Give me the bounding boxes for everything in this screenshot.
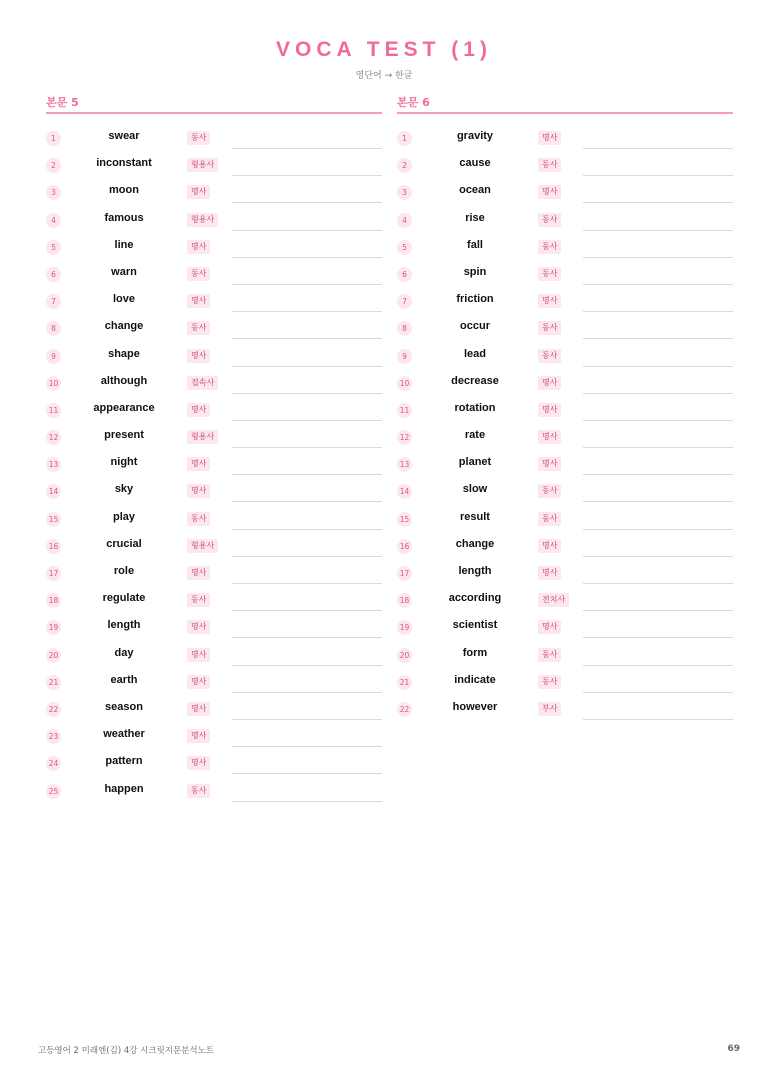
answer-line[interactable] bbox=[232, 366, 382, 367]
vocab-word: happen bbox=[104, 782, 144, 795]
answer-line[interactable] bbox=[232, 447, 382, 448]
section-header: 본문 5 bbox=[46, 94, 382, 114]
vocab-word: cause bbox=[459, 157, 491, 170]
item-number: 19 bbox=[397, 620, 412, 635]
vocab-row bbox=[46, 398, 382, 425]
vocab-word: rotation bbox=[454, 401, 496, 414]
vocab-word: night bbox=[110, 456, 138, 469]
answer-line[interactable] bbox=[583, 529, 733, 530]
vocab-row bbox=[397, 615, 733, 642]
vocab-word: warn bbox=[111, 265, 137, 278]
part-of-speech-badge: 명사 bbox=[187, 484, 210, 498]
item-number: 22 bbox=[46, 702, 61, 717]
answer-line[interactable] bbox=[583, 665, 733, 666]
section-right bbox=[397, 94, 733, 724]
answer-line[interactable] bbox=[232, 175, 382, 176]
part-of-speech-badge: 형용사 bbox=[187, 539, 218, 553]
item-number: 24 bbox=[46, 756, 61, 771]
vocab-row bbox=[46, 507, 382, 534]
item-number: 9 bbox=[397, 349, 412, 364]
vocab-list bbox=[397, 126, 733, 724]
vocab-word: love bbox=[112, 293, 135, 306]
answer-line[interactable] bbox=[583, 257, 733, 258]
item-number: 2 bbox=[397, 158, 412, 173]
answer-line[interactable] bbox=[232, 637, 382, 638]
vocab-row bbox=[46, 724, 382, 751]
part-of-speech-badge: 명사 bbox=[187, 566, 210, 580]
vocab-row bbox=[397, 289, 733, 316]
part-of-speech-badge: 동사 bbox=[187, 593, 210, 607]
vocab-word: inconstant bbox=[96, 157, 152, 170]
vocab-row bbox=[46, 534, 382, 561]
item-number: 9 bbox=[46, 349, 61, 364]
part-of-speech-badge: 명사 bbox=[187, 648, 210, 662]
item-number: 4 bbox=[46, 213, 61, 228]
part-of-speech-badge: 명사 bbox=[187, 620, 210, 634]
vocab-row bbox=[397, 561, 733, 588]
vocab-row bbox=[46, 126, 382, 153]
answer-line[interactable] bbox=[583, 311, 733, 312]
vocab-row bbox=[46, 153, 382, 180]
answer-line[interactable] bbox=[232, 583, 382, 584]
item-number: 17 bbox=[397, 566, 412, 581]
answer-line[interactable] bbox=[232, 420, 382, 421]
vocab-row bbox=[46, 561, 382, 588]
vocab-word: pattern bbox=[105, 755, 143, 768]
item-number: 13 bbox=[46, 457, 61, 472]
answer-line[interactable] bbox=[232, 692, 382, 693]
answer-line[interactable] bbox=[583, 175, 733, 176]
vocab-row bbox=[46, 615, 382, 642]
answer-line[interactable] bbox=[583, 719, 733, 720]
vocab-word: change bbox=[104, 320, 144, 333]
vocab-word: result bbox=[460, 510, 490, 523]
vocab-word: spin bbox=[463, 265, 487, 278]
answer-line[interactable] bbox=[583, 393, 733, 394]
vocab-row bbox=[397, 643, 733, 670]
item-number: 3 bbox=[397, 185, 412, 200]
vocab-row bbox=[397, 507, 733, 534]
vocab-word: length bbox=[107, 619, 141, 632]
part-of-speech-badge: 동사 bbox=[538, 648, 561, 662]
answer-line[interactable] bbox=[232, 230, 382, 231]
part-of-speech-badge: 형용사 bbox=[187, 158, 218, 172]
part-of-speech-badge: 동사 bbox=[187, 131, 210, 145]
part-of-speech-badge: 명사 bbox=[187, 756, 210, 770]
answer-line[interactable] bbox=[232, 338, 382, 339]
part-of-speech-badge: 동사 bbox=[538, 267, 561, 281]
vocab-word: change bbox=[455, 537, 495, 550]
vocab-word: slow bbox=[462, 483, 488, 496]
answer-line[interactable] bbox=[583, 230, 733, 231]
vocab-row bbox=[46, 316, 382, 343]
item-number: 18 bbox=[397, 593, 412, 608]
answer-line[interactable] bbox=[232, 773, 382, 774]
vocab-row bbox=[46, 751, 382, 778]
answer-line[interactable] bbox=[583, 202, 733, 203]
part-of-speech-badge: 명사 bbox=[187, 294, 210, 308]
vocab-word: play bbox=[112, 510, 135, 523]
vocab-row bbox=[397, 452, 733, 479]
part-of-speech-badge: 명사 bbox=[538, 185, 561, 199]
vocab-row bbox=[397, 180, 733, 207]
answer-line[interactable] bbox=[232, 719, 382, 720]
item-number: 13 bbox=[397, 457, 412, 472]
answer-line[interactable] bbox=[232, 202, 382, 203]
part-of-speech-badge: 동사 bbox=[187, 784, 210, 798]
vocab-word: decrease bbox=[451, 374, 499, 387]
part-of-speech-badge: 명사 bbox=[187, 185, 210, 199]
item-number: 7 bbox=[46, 294, 61, 309]
vocab-row bbox=[46, 479, 382, 506]
part-of-speech-badge: 부사 bbox=[538, 702, 561, 716]
item-number: 4 bbox=[397, 213, 412, 228]
vocab-row bbox=[46, 344, 382, 371]
section-header: 본문 6 bbox=[397, 94, 733, 114]
answer-line[interactable] bbox=[583, 556, 733, 557]
vocab-row bbox=[46, 588, 382, 615]
answer-line[interactable] bbox=[583, 610, 733, 611]
vocab-row bbox=[397, 425, 733, 452]
vocab-word: gravity bbox=[456, 130, 494, 142]
vocab-row bbox=[397, 208, 733, 235]
vocab-row bbox=[46, 235, 382, 262]
answer-line[interactable] bbox=[232, 556, 382, 557]
answer-line[interactable] bbox=[232, 501, 382, 502]
vocab-row bbox=[397, 534, 733, 561]
part-of-speech-badge: 명사 bbox=[538, 566, 561, 580]
vocab-row bbox=[46, 289, 382, 316]
answer-line[interactable] bbox=[232, 610, 382, 611]
answer-line[interactable] bbox=[232, 746, 382, 747]
vocab-row bbox=[46, 425, 382, 452]
answer-line[interactable] bbox=[232, 393, 382, 394]
vocab-row bbox=[46, 452, 382, 479]
item-number: 21 bbox=[46, 675, 61, 690]
part-of-speech-badge: 동사 bbox=[538, 349, 561, 363]
answer-line[interactable] bbox=[232, 148, 382, 149]
vocab-word: according bbox=[448, 592, 502, 605]
vocab-word: fall bbox=[467, 238, 483, 251]
item-number: 21 bbox=[397, 675, 412, 690]
part-of-speech-badge: 동사 bbox=[538, 484, 561, 498]
item-number: 10 bbox=[397, 376, 412, 391]
part-of-speech-badge: 명사 bbox=[187, 349, 210, 363]
vocab-row bbox=[397, 670, 733, 697]
answer-line[interactable] bbox=[583, 637, 733, 638]
item-number: 1 bbox=[397, 131, 412, 146]
vocab-word: shape bbox=[108, 347, 140, 360]
vocab-row bbox=[46, 697, 382, 724]
item-number: 22 bbox=[397, 702, 412, 717]
section-left bbox=[46, 94, 382, 806]
vocab-word: occur bbox=[460, 320, 490, 333]
vocab-row bbox=[397, 371, 733, 398]
vocab-row bbox=[46, 643, 382, 670]
vocab-word: line bbox=[114, 238, 134, 251]
part-of-speech-badge: 동사 bbox=[187, 512, 210, 526]
vocab-row bbox=[397, 697, 733, 724]
item-number: 11 bbox=[46, 403, 61, 418]
vocab-word: appearance bbox=[93, 401, 155, 414]
answer-line[interactable] bbox=[232, 257, 382, 258]
item-number: 12 bbox=[397, 430, 412, 445]
item-number: 14 bbox=[46, 484, 61, 499]
answer-line[interactable] bbox=[583, 447, 733, 448]
page-number: 69 bbox=[727, 1044, 740, 1054]
item-number: 1 bbox=[46, 131, 61, 146]
vocab-word: sky bbox=[114, 483, 134, 496]
item-number: 6 bbox=[397, 267, 412, 282]
part-of-speech-badge: 명사 bbox=[538, 620, 561, 634]
item-number: 20 bbox=[46, 648, 61, 663]
answer-line[interactable] bbox=[232, 284, 382, 285]
item-number: 11 bbox=[397, 403, 412, 418]
item-number: 15 bbox=[46, 512, 61, 527]
page-title: VOCA TEST (1) bbox=[276, 38, 492, 61]
vocab-row bbox=[397, 153, 733, 180]
vocab-word: lead bbox=[463, 347, 486, 360]
answer-line[interactable] bbox=[583, 338, 733, 339]
part-of-speech-badge: 명사 bbox=[538, 539, 561, 553]
vocab-list bbox=[46, 126, 382, 806]
vocab-word: day bbox=[114, 646, 134, 659]
part-of-speech-badge: 동사 bbox=[538, 675, 561, 689]
vocab-word: famous bbox=[104, 211, 144, 224]
footer-book-title: 고등영어 2 미래엔(김) 4강 시크릿지문분석노트 bbox=[38, 1046, 215, 1056]
answer-line[interactable] bbox=[583, 501, 733, 502]
answer-line[interactable] bbox=[583, 420, 733, 421]
vocab-word: planet bbox=[458, 456, 492, 469]
vocab-row bbox=[397, 262, 733, 289]
part-of-speech-badge: 명사 bbox=[187, 729, 210, 743]
item-number: 5 bbox=[46, 240, 61, 255]
vocab-word: regulate bbox=[102, 592, 146, 605]
part-of-speech-badge: 명사 bbox=[538, 403, 561, 417]
part-of-speech-badge: 명사 bbox=[187, 403, 210, 417]
vocab-word: crucial bbox=[106, 537, 142, 550]
part-of-speech-badge: 명사 bbox=[187, 675, 210, 689]
item-number: 15 bbox=[397, 512, 412, 527]
vocab-row bbox=[46, 670, 382, 697]
answer-line[interactable] bbox=[583, 583, 733, 584]
vocab-word: scientist bbox=[452, 619, 498, 632]
vocab-word: weather bbox=[103, 728, 145, 741]
page-subtitle: 영단어 → 한글 bbox=[355, 71, 413, 81]
part-of-speech-badge: 명사 bbox=[538, 131, 561, 145]
vocab-row bbox=[397, 344, 733, 371]
answer-line[interactable] bbox=[232, 311, 382, 312]
part-of-speech-badge: 명사 bbox=[538, 457, 561, 471]
vocab-row bbox=[46, 779, 382, 806]
part-of-speech-badge: 동사 bbox=[538, 240, 561, 254]
item-number: 23 bbox=[46, 729, 61, 744]
part-of-speech-badge: 전치사 bbox=[538, 593, 569, 607]
vocab-word: present bbox=[104, 429, 144, 442]
item-number: 6 bbox=[46, 267, 61, 282]
part-of-speech-badge: 동사 bbox=[187, 321, 210, 335]
vocab-word: rate bbox=[464, 429, 486, 442]
vocab-word: ocean bbox=[459, 184, 491, 197]
item-number: 19 bbox=[46, 620, 61, 635]
part-of-speech-badge: 동사 bbox=[187, 267, 210, 281]
answer-line[interactable] bbox=[583, 692, 733, 693]
vocab-row bbox=[397, 479, 733, 506]
vocab-row bbox=[46, 371, 382, 398]
vocab-row bbox=[46, 262, 382, 289]
vocab-word: moon bbox=[109, 184, 139, 197]
item-number: 8 bbox=[46, 321, 61, 336]
item-number: 16 bbox=[397, 539, 412, 554]
part-of-speech-badge: 명사 bbox=[187, 702, 210, 716]
part-of-speech-badge: 명사 bbox=[538, 376, 561, 390]
vocab-word: indicate bbox=[454, 673, 496, 686]
vocab-word: rise bbox=[465, 211, 485, 224]
answer-line[interactable] bbox=[583, 474, 733, 475]
answer-line[interactable] bbox=[583, 148, 733, 149]
vocab-row bbox=[397, 235, 733, 262]
item-number: 2 bbox=[46, 158, 61, 173]
vocab-row bbox=[397, 316, 733, 343]
item-number: 5 bbox=[397, 240, 412, 255]
vocab-row bbox=[46, 180, 382, 207]
answer-line[interactable] bbox=[232, 529, 382, 530]
answer-line[interactable] bbox=[583, 366, 733, 367]
vocab-word: role bbox=[113, 565, 135, 577]
part-of-speech-badge: 동사 bbox=[538, 213, 561, 227]
vocab-word: swear bbox=[108, 130, 140, 142]
part-of-speech-badge: 접속사 bbox=[187, 376, 218, 390]
answer-line[interactable] bbox=[232, 665, 382, 666]
part-of-speech-badge: 형용사 bbox=[187, 430, 218, 444]
part-of-speech-badge: 명사 bbox=[187, 240, 210, 254]
item-number: 16 bbox=[46, 539, 61, 554]
vocab-word: friction bbox=[456, 293, 494, 306]
answer-line[interactable] bbox=[232, 474, 382, 475]
vocab-row bbox=[397, 126, 733, 153]
part-of-speech-badge: 동사 bbox=[538, 512, 561, 526]
vocab-word: form bbox=[462, 646, 488, 659]
item-number: 10 bbox=[46, 376, 61, 391]
answer-line[interactable] bbox=[232, 801, 382, 802]
part-of-speech-badge: 동사 bbox=[538, 158, 561, 172]
item-number: 20 bbox=[397, 648, 412, 663]
part-of-speech-badge: 명사 bbox=[538, 430, 561, 444]
vocab-word: season bbox=[105, 700, 143, 713]
part-of-speech-badge: 명사 bbox=[538, 294, 561, 308]
item-number: 25 bbox=[46, 784, 61, 799]
part-of-speech-badge: 동사 bbox=[538, 321, 561, 335]
vocab-word: earth bbox=[110, 673, 138, 686]
vocab-word: length bbox=[458, 565, 492, 577]
item-number: 7 bbox=[397, 294, 412, 309]
item-number: 14 bbox=[397, 484, 412, 499]
item-number: 18 bbox=[46, 593, 61, 608]
vocab-word: although bbox=[100, 374, 148, 387]
item-number: 12 bbox=[46, 430, 61, 445]
item-number: 3 bbox=[46, 185, 61, 200]
vocab-row bbox=[397, 398, 733, 425]
part-of-speech-badge: 형용사 bbox=[187, 213, 218, 227]
part-of-speech-badge: 명사 bbox=[187, 457, 210, 471]
item-number: 8 bbox=[397, 321, 412, 336]
vocab-word: however bbox=[452, 700, 498, 713]
vocab-row bbox=[397, 588, 733, 615]
vocab-row bbox=[46, 208, 382, 235]
answer-line[interactable] bbox=[583, 284, 733, 285]
item-number: 17 bbox=[46, 566, 61, 581]
